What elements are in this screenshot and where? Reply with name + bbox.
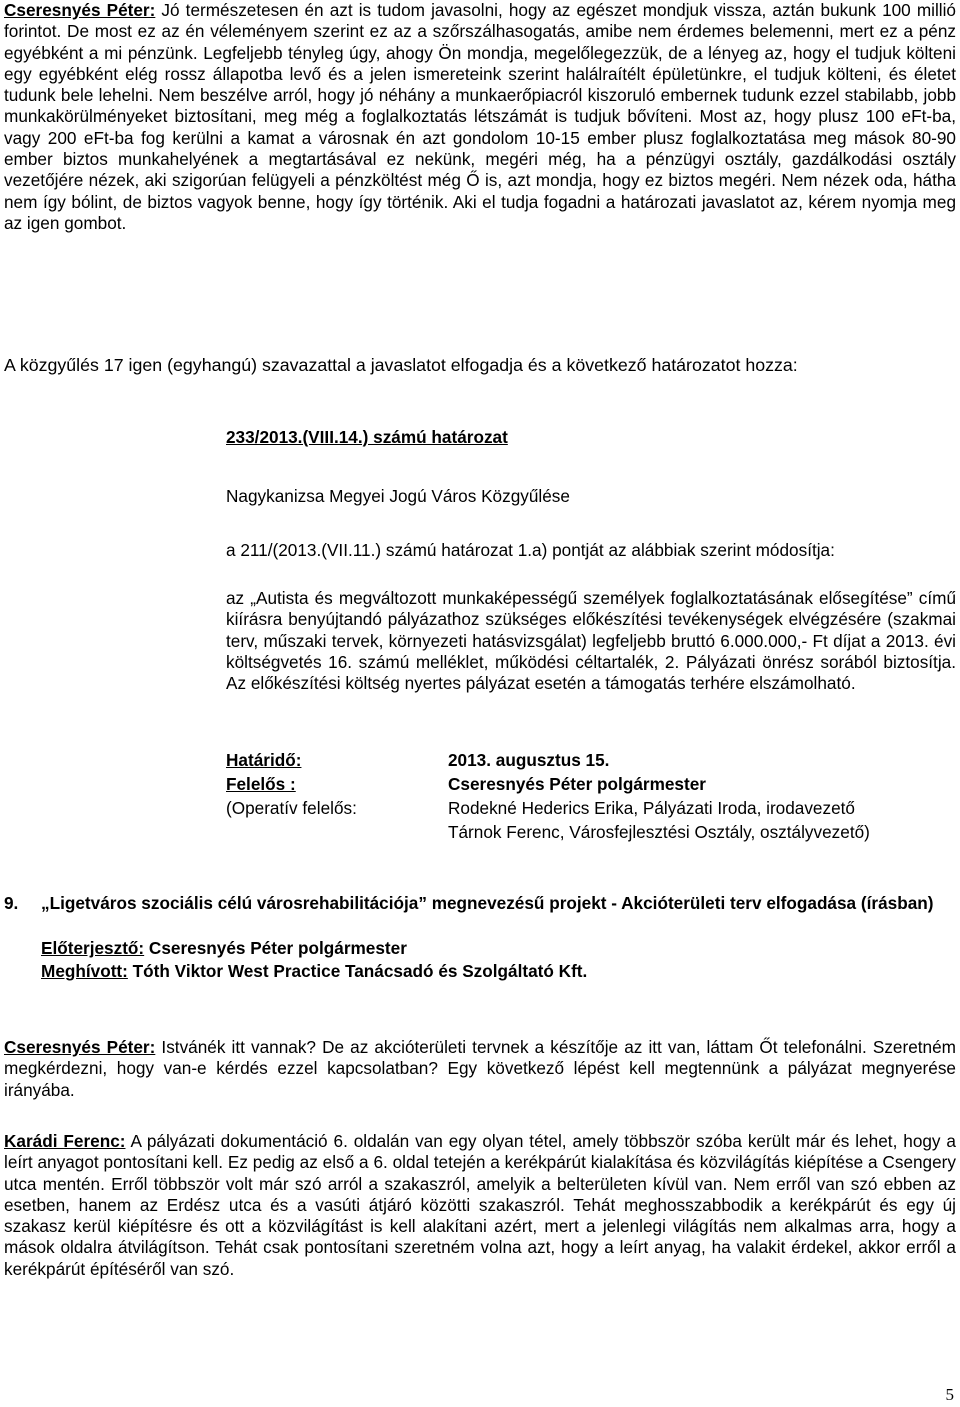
responsible-value: Cseresnyés Péter polgármester	[448, 774, 706, 794]
deadline-row	[226, 750, 610, 771]
operative-value-1: Rodekné Hederics Erika, Pályázati Iroda, irodavezető	[448, 798, 855, 818]
presenter-value: Cseresnyés Péter polgármester	[144, 938, 407, 958]
agenda-number: 9.	[4, 893, 19, 913]
speech-text: Istvánék itt vannak? De az akcióterületi tervnek a készítője az itt van, láttam Őt telefonálni. Szeretném megkérdezni, hogy van-e kérdés ezzel kapcsolatban? Egy következő lépést kell megtennünk a pályázat megnyerése irányába.	[4, 1037, 956, 1100]
deadline-value: 2013. augusztus 15.	[448, 750, 610, 770]
speech-paragraph-3	[4, 1131, 956, 1280]
deadline-label: Határidő:	[226, 750, 302, 770]
invited-label: Meghívott:	[41, 961, 128, 981]
invited-value: Tóth Viktor West Practice Tanácsadó és Szolgáltató Kft.	[127, 961, 588, 981]
operative-row-2	[226, 822, 870, 843]
responsible-label: Felelős :	[226, 774, 296, 794]
agenda-title: „Ligetváros szociális célú városrehabilitációja” megnevezésű projekt - Akcióterületi terv elfogadása (írásban)	[41, 893, 934, 913]
speech-text: A pályázati dokumentáció 6. oldalán van egy olyan tétel, amely többször szóba került már és lehet, hogy a leírt anyagot pontosítani kell. Ez pedig az első a 6. oldal tetején a kerékpárút kialakítása és közvilágítás kiépítése a Csengery utca mentén. Erről többször volt már szó arról a szakaszról, amelyik a belterületen kívül van. Nem erről van szó ebben az esetben, hanem az Erdész utca és a vasúti átjáró közötti szakaszról. Tehát meghosszabbodik a kerékpárút és egy új szakasz kerül kiépítésre és ott a közvilágítást is kell alakítani azért, mert a jelenlegi világítás nem alkalmas arra, hogy a mások oldalra átvilágítson. Tehát csak pontosítani szeretném volna azt, hogy a leírt anyag, ha valakit érdekel, akkor erről a kerékpárút építéséről van szó.	[4, 1131, 956, 1279]
responsible-row	[226, 774, 706, 795]
vote-result: A közgyűlés 17 igen (egyhangú) szavazattal a javaslatot elfogadja és a következő határozatot hozza:	[4, 355, 798, 375]
invited-row	[41, 961, 587, 982]
operative-label: (Operatív felelős:	[226, 798, 357, 818]
operative-value-2: Tárnok Ferenc, Városfejlesztési Osztály, osztályvezető)	[448, 822, 870, 842]
resolution-title: 233/2013.(VIII.14.) számú határozat	[226, 427, 508, 447]
speaker-name: Cseresnyés Péter:	[4, 0, 156, 20]
operative-row	[226, 798, 855, 819]
speech-text: Jó természetesen én azt is tudom javasolni, hogy az egészet mondjuk vissza, aztán bukunk 100 millió forintot. De most ez az én véleményem szerint ez az a szőrszálhasogatás, amibe nem érdemes belemenni, mert ez a pénz egyébként a mi pénzünk. Legfeljebb tényleg úgy, ahogy Ön mondja, megelőlegezzük, de a lényeg az, hogy el tudjuk költeni egy egyébként elég rossz állapotba levő és a jelen ismereteink szerint halálraítélt épületünkre, el tudjuk költeni, és életet tudunk bele lehelni. Nem beszélve arról, hogy jó néhány a munkaerőpiacról kiszoruló embernek tudunk ezzel stabilabb, jobb munkakörülményeket biztosítani, meg még a foglalkoztatás létszámát is tudjuk bővíteni. Most az, hogy plusz 100 eFt-ba, vagy 200 eFt-ba fog kerülni a kamat a városnak én azt gondolom 10-15 ember plusz foglalkoztatása meg mások 80-90 ember biztos munkahelyének a megtartásával ez nekünk, megéri még, ha a pénzügyi osztály, gazdálkodási osztály vezetőjére nézek, aki szigorúan felügyeli a pénzköltést még Ő is, azt mondja, hogy ez biztos megéri. Nem nézek oda, hátha nem így bólint, de biztos vagyok benne, hogy így történik. Aki el tudja fogadni a határozati javaslatot az, kérem nyomja meg az igen gombot.	[4, 0, 956, 233]
page-number: 5	[945, 1385, 954, 1404]
presenter-label: Előterjesztő:	[41, 938, 145, 958]
resolution-modifies: a 211/(2013.(VII.11.) számú határozat 1.a) pontját az alábbiak szerint módosítja:	[226, 540, 835, 560]
speaker-name: Karádi Ferenc:	[4, 1131, 126, 1151]
resolution-body: Nagykanizsa Megyei Jogú Város Közgyűlése	[226, 486, 570, 506]
speech-paragraph-1	[4, 0, 956, 234]
resolution-text: az „Autista és megváltozott munkaképességű személyek foglalkoztatásának elősegítése” című kiírásra benyújtandó pályázathoz szükséges előkészítési tevékenységek elvégzésére (szakmai terv, műszaki tervek, környezeti hatásvizsgálat) legfeljebb bruttó 6.000.000,- Ft díjat a 2013. évi költségvetés 16. számú melléklet, működési céltartalék, 2. Pályázati önrész sorából biztosítja. Az előkészítési költség nyertes pályázat esetén a támogatás terhére elszámolható.	[226, 588, 956, 694]
presenter-row	[41, 938, 407, 959]
speech-paragraph-2	[4, 1037, 956, 1101]
speaker-name: Cseresnyés Péter:	[4, 1037, 156, 1057]
